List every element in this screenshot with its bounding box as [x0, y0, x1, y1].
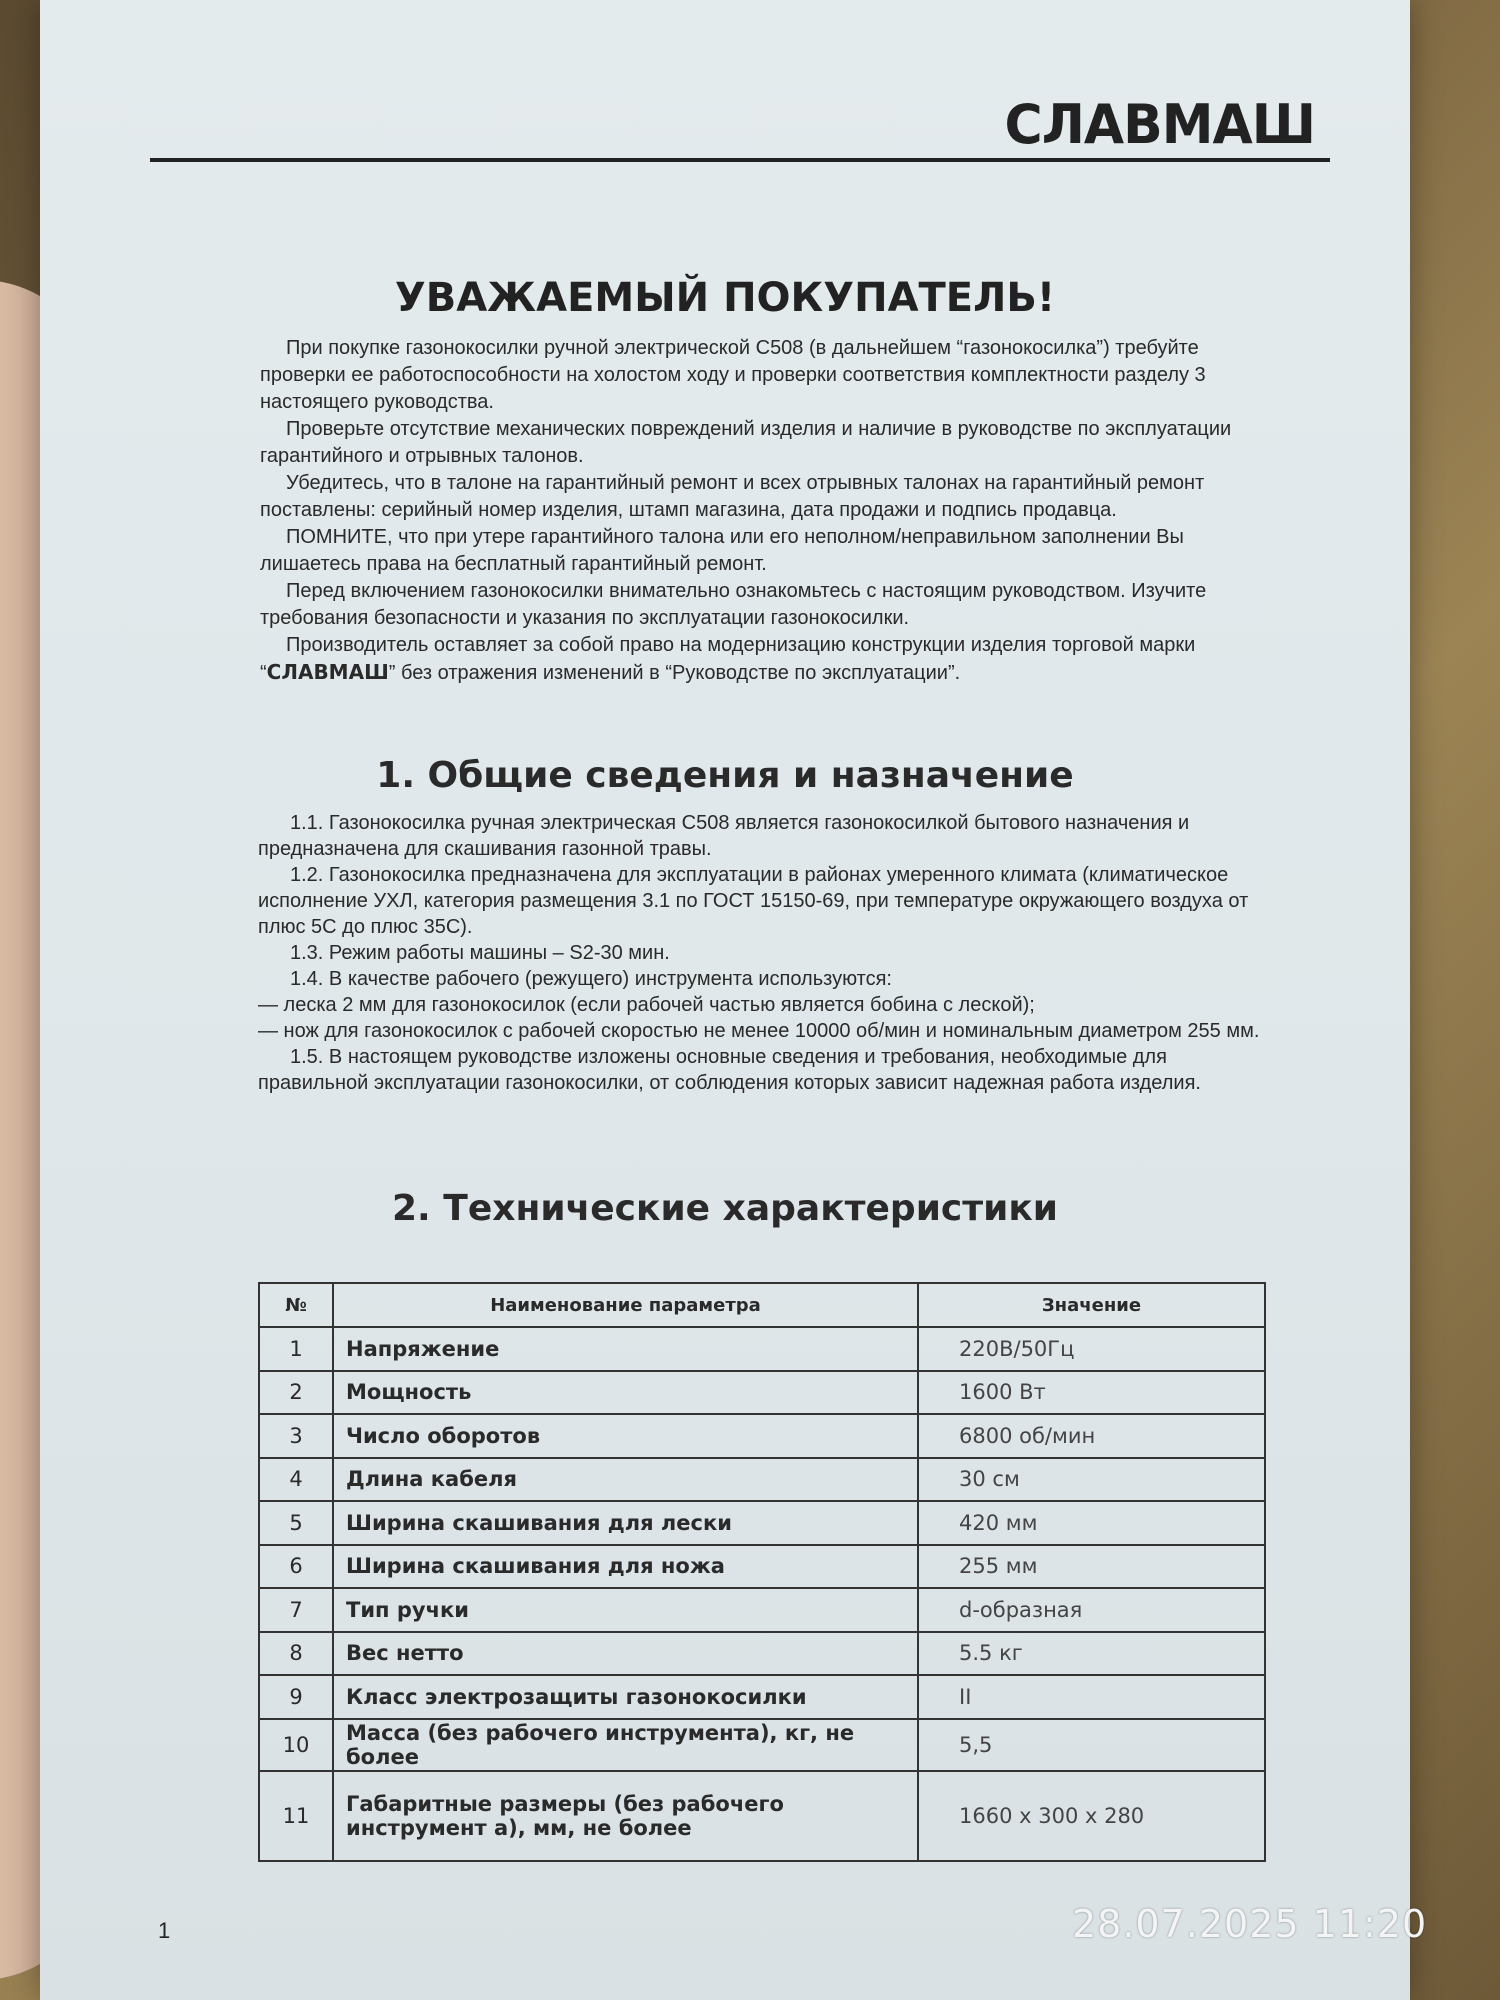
row-name: Мощность — [333, 1371, 918, 1415]
intro-paragraph: Перед включением газонокосилки внимательно ознакомьтесь с настоящим руководством. Изучите требования безопасности и указания по эксплуатации газонокосилки. — [260, 580, 1207, 629]
intro-paragraph: ПОМНИТЕ, что при утере гарантийного талона или его неполном/неправильном заполнении Вы лишаетесь права на бесплатный гарантийный ремонт. — [260, 526, 1184, 575]
general-item: — леска 2 мм для газонокосилок (если рабочей частью является бобина с леской); — [258, 994, 1035, 1016]
table-row — [259, 1719, 1265, 1771]
manual-page — [40, 0, 1410, 2000]
row-name: Вес нетто — [333, 1632, 918, 1676]
table-row — [259, 1501, 1265, 1545]
intro-text-part: ” без отражения изменений в “Руководстве по эксплуатации”. — [388, 662, 961, 684]
row-value: 6800 об/мин — [918, 1414, 1265, 1458]
row-value: 220В/50Гц — [918, 1327, 1265, 1371]
section-1-text — [258, 810, 1278, 1096]
col-header-value: Значение — [918, 1283, 1265, 1327]
row-num: 10 — [259, 1719, 333, 1771]
general-item: 1.5. В настоящем руководстве изложены основные сведения и требования, необходимые для правильной эксплуатации газонокосилки, от соблюдения которых зависит надежная работа изделия. — [258, 1046, 1201, 1094]
section-1-title: 1. Общие сведения и назначение — [376, 755, 1074, 796]
table-row — [259, 1371, 1265, 1415]
header-rule — [150, 158, 1330, 162]
col-header-name: Наименование параметра — [333, 1283, 918, 1327]
row-num: 8 — [259, 1632, 333, 1676]
row-value: 5.5 кг — [918, 1632, 1265, 1676]
specs-table — [258, 1282, 1266, 1862]
table-row — [259, 1327, 1265, 1371]
row-num: 11 — [259, 1771, 333, 1861]
row-num: 6 — [259, 1545, 333, 1589]
brand-inline: СЛАВМАШ — [266, 660, 389, 684]
row-num: 9 — [259, 1675, 333, 1719]
row-value: 5,5 — [918, 1719, 1265, 1771]
general-item: — нож для газонокосилок с рабочей скоростью не менее 10000 об/мин и номинальным диаметром 255 мм. — [258, 1020, 1260, 1042]
general-item: 1.2. Газонокосилка предназначена для эксплуатации в районах умеренного климата (климатическое исполнение УХЛ, категория размещения 3.1 по ГОСТ 15150-69, при температуре окружающего воздуха от плюс 5С до плюс 35С). — [258, 864, 1249, 938]
row-num: 4 — [259, 1458, 333, 1502]
table-row — [259, 1632, 1265, 1676]
table-row — [259, 1771, 1265, 1861]
section-2-title: 2. Технические характеристики — [392, 1188, 1058, 1229]
intro-paragraph: Убедитесь, что в талоне на гарантийный ремонт и всех отрывных талонах на гарантийный ремонт поставлены: серийный номер изделия, штамп магазина, дата продажи и подпись продавца. — [260, 472, 1205, 521]
row-value: 255 мм — [918, 1545, 1265, 1589]
general-item: 1.3. Режим работы машины – S2-30 мин. — [290, 942, 670, 964]
row-name: Длина кабеля — [333, 1458, 918, 1502]
brand-logo: СЛАВМАШ — [1004, 93, 1315, 157]
row-value: 420 мм — [918, 1501, 1265, 1545]
row-value: II — [918, 1675, 1265, 1719]
row-name: Ширина скашивания для ножа — [333, 1545, 918, 1589]
row-value: 1600 Вт — [918, 1371, 1265, 1415]
intro-paragraph: При покупке газонокосилки ручной электрической С508 (в дальнейшем “газонокосилка”) требуйте проверки ее работоспособности на холостом ходу и проверки соответствия комплектности разделу 3 настоящего руководства. — [260, 337, 1206, 413]
row-value: 30 см — [918, 1458, 1265, 1502]
row-name: Масса (без рабочего инструмента), кг, не более — [333, 1719, 918, 1771]
row-num: 7 — [259, 1588, 333, 1632]
page-title: УВАЖАЕМЫЙ ПОКУПАТЕЛЬ! — [394, 275, 1056, 321]
table-row — [259, 1588, 1265, 1632]
row-name: Число оборотов — [333, 1414, 918, 1458]
row-name: Ширина скашивания для лески — [333, 1501, 918, 1545]
intro-paragraph: Проверьте отсутствие механических повреждений изделия и наличие в руководстве по эксплуатации гарантийного и отрывных талонов. — [260, 418, 1232, 467]
row-name: Напряжение — [333, 1327, 918, 1371]
row-num: 1 — [259, 1327, 333, 1371]
intro-paragraph — [260, 632, 1270, 687]
table-row — [259, 1675, 1265, 1719]
row-value: 1660 х 300 х 280 — [918, 1771, 1265, 1861]
intro-text — [260, 335, 1270, 687]
row-num: 3 — [259, 1414, 333, 1458]
row-name: Габаритные размеры (без рабочего инструмент а), мм, не более — [333, 1771, 918, 1861]
row-value: d-образная — [918, 1588, 1265, 1632]
general-item: 1.4. В качестве рабочего (режущего) инструмента используются: — [290, 968, 892, 990]
table-row — [259, 1545, 1265, 1589]
col-header-num: № — [259, 1283, 333, 1327]
row-num: 2 — [259, 1371, 333, 1415]
row-name: Класс электрозащиты газонокосилки — [333, 1675, 918, 1719]
table-row — [259, 1414, 1265, 1458]
page-number: 1 — [158, 1918, 171, 1943]
row-name: Тип ручки — [333, 1588, 918, 1632]
table-row — [259, 1458, 1265, 1502]
general-item: 1.1. Газонокосилка ручная электрическая С508 является газонокосилкой бытового назначения и предназначена для скашивания газонной травы. — [258, 812, 1190, 860]
row-num: 5 — [259, 1501, 333, 1545]
table-header-row — [259, 1283, 1265, 1327]
photo-timestamp: 28.07.2025 11:20 — [1072, 1902, 1428, 1946]
intro-text-part: Производитель оставляет за собой право на модернизацию конструкции изделия торговой марки “ — [260, 634, 1196, 684]
